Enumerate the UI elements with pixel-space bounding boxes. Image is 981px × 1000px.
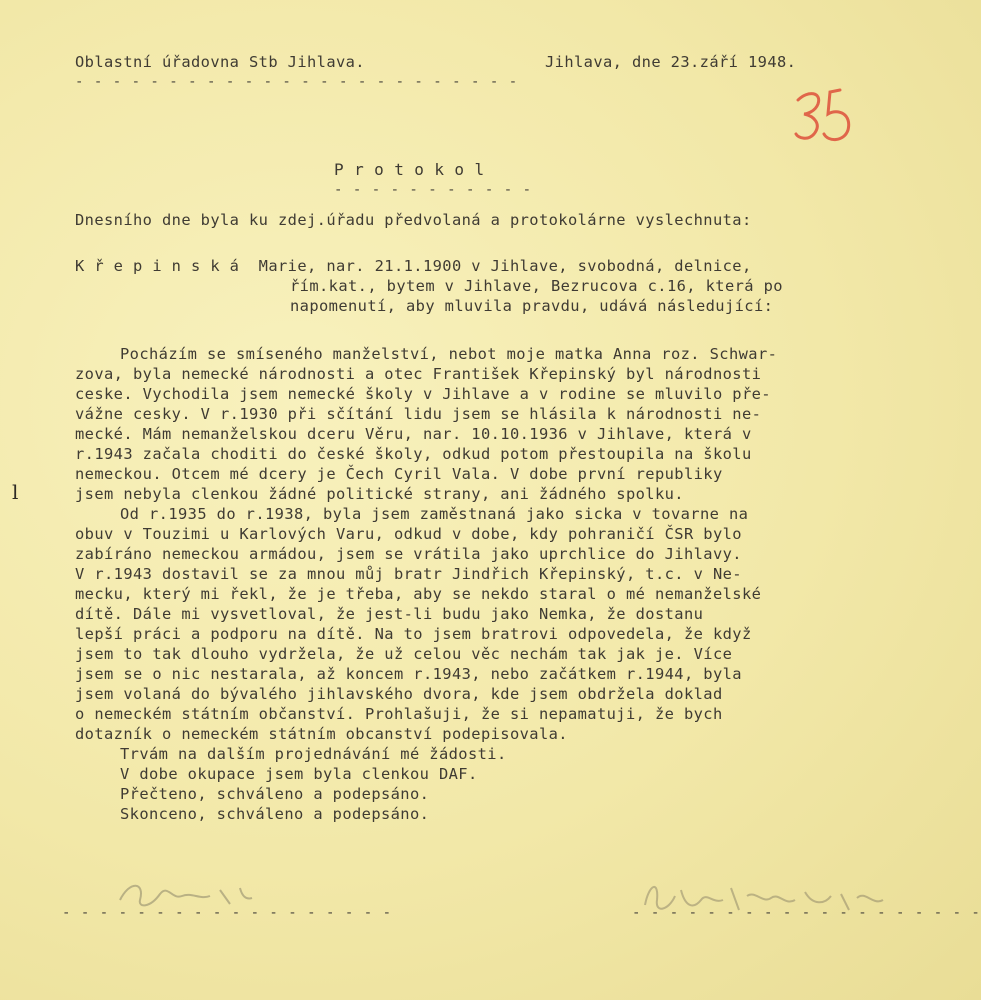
body-line: o nemeckém státním občanství. Prohlašuji, že si nepamatuji, že bych [75,705,723,723]
body-line: Skonceno, schváleno a podepsáno. [120,805,430,823]
office-name: Oblastní úřadovna Stb Jihlava. [75,53,365,71]
place-date: Jihlava, dne 23.září 1948. [545,53,797,71]
body-line: Od r.1935 do r.1938, byla jsem zaměstnaná jako sicka v tovarne na [120,505,749,523]
body-line: zabíráno nemeckou armádou, jsem se vrátila jako uprchlice do Jihlavy. [75,545,742,563]
body-line: V dobe okupace jsem byla clenkou DAF. [120,765,478,783]
body-line: obuv v Touzimi u Karlových Varu, odkud v dobe, kdy pohraničí ČSR bylo [75,525,742,543]
office-underline: - - - - - - - - - - - - - - - - - - - - - - - - [75,74,519,90]
body-line: lepší práci a podporu na dítě. Na to jsem bratrovi odpovedela, že když [75,625,752,643]
right-signature-line: - - - - - - - - - - - - - - - - - - - [632,905,981,921]
right-signature [635,870,895,930]
body-line: Přečteno, schváleno a podepsáno. [120,785,430,803]
body-line: dotazník o nemeckém státním obcanství podepisovala. [75,725,568,743]
body-line: ceske. Vychodila jsem nemecké školy v Jihlave a v rodine se mluvilo pře- [75,385,771,403]
document-title: P r o t o k o l [334,160,485,179]
body-line: nemeckou. Otcem mé dcery je Čech Cyril Vala. V dobe první republiky [75,465,723,483]
person-line-1: K ř e p i n s k á Marie, nar. 21.1.1900 v Jihlave, svobodná, delnice, [75,257,752,275]
red-page-number-mark [788,78,868,158]
intro-line: Dnesního dne byla ku zdej.úřadu předvolaná a protokolárne vyslechnuta: [75,211,752,229]
left-signature-line: - - - - - - - - - - - - - - - - - - [62,905,393,921]
body-line: jsem to tak dlouho vydržela, že už celou věc nechám tak jak je. Více [75,645,733,663]
body-line: vážne cesky. V r.1930 při sčítání lidu jsem se hlásila k národnosti ne- [75,405,762,423]
body-line: V r.1943 dostavil se za mnou můj bratr Jindřich Křepinský, t.c. v Ne- [75,565,742,583]
person-line-3: napomenutí, aby mluvila pravdu, udává následující: [290,297,774,315]
body-line: jsem volaná do bývalého jihlavského dvora, kde jsem obdržela doklad [75,685,723,703]
title-underline: - - - - - - - - - - - [334,182,533,198]
body-line: jsem se o nic nestarala, až koncem r.1943, nebo začátkem r.1944, byla [75,665,742,683]
person-line-2: řím.kat., bytem v Jihlave, Bezrucova c.16, která po [290,277,783,295]
body-line: Pocházím se smíseného manželství, nebot moje matka Anna roz. Schwar- [120,345,778,363]
body-line: r.1943 začala choditi do české školy, odkud potom přestoupila na školu [75,445,752,463]
body-line: jsem nebyla clenkou žádné politické strany, ani žádného spolku. [75,485,684,503]
body-line: mecké. Mám nemanželskou dceru Věru, nar. 10.10.1936 v Jihlave, která v [75,425,752,443]
margin-pencil-mark: l [12,480,19,504]
body-line: mecku, který mi řekl, že je třeba, aby se nekdo staral o mé nemanželské [75,585,762,603]
body-line: Trvám na dalším projednávání mé žádosti. [120,745,507,763]
body-line: zova, byla nemecké národnosti a otec František Křepinský byl národnosti [75,365,762,383]
body-line: dítě. Dále mi vysvetloval, že jest-li budu jako Nemka, že dostanu [75,605,704,623]
